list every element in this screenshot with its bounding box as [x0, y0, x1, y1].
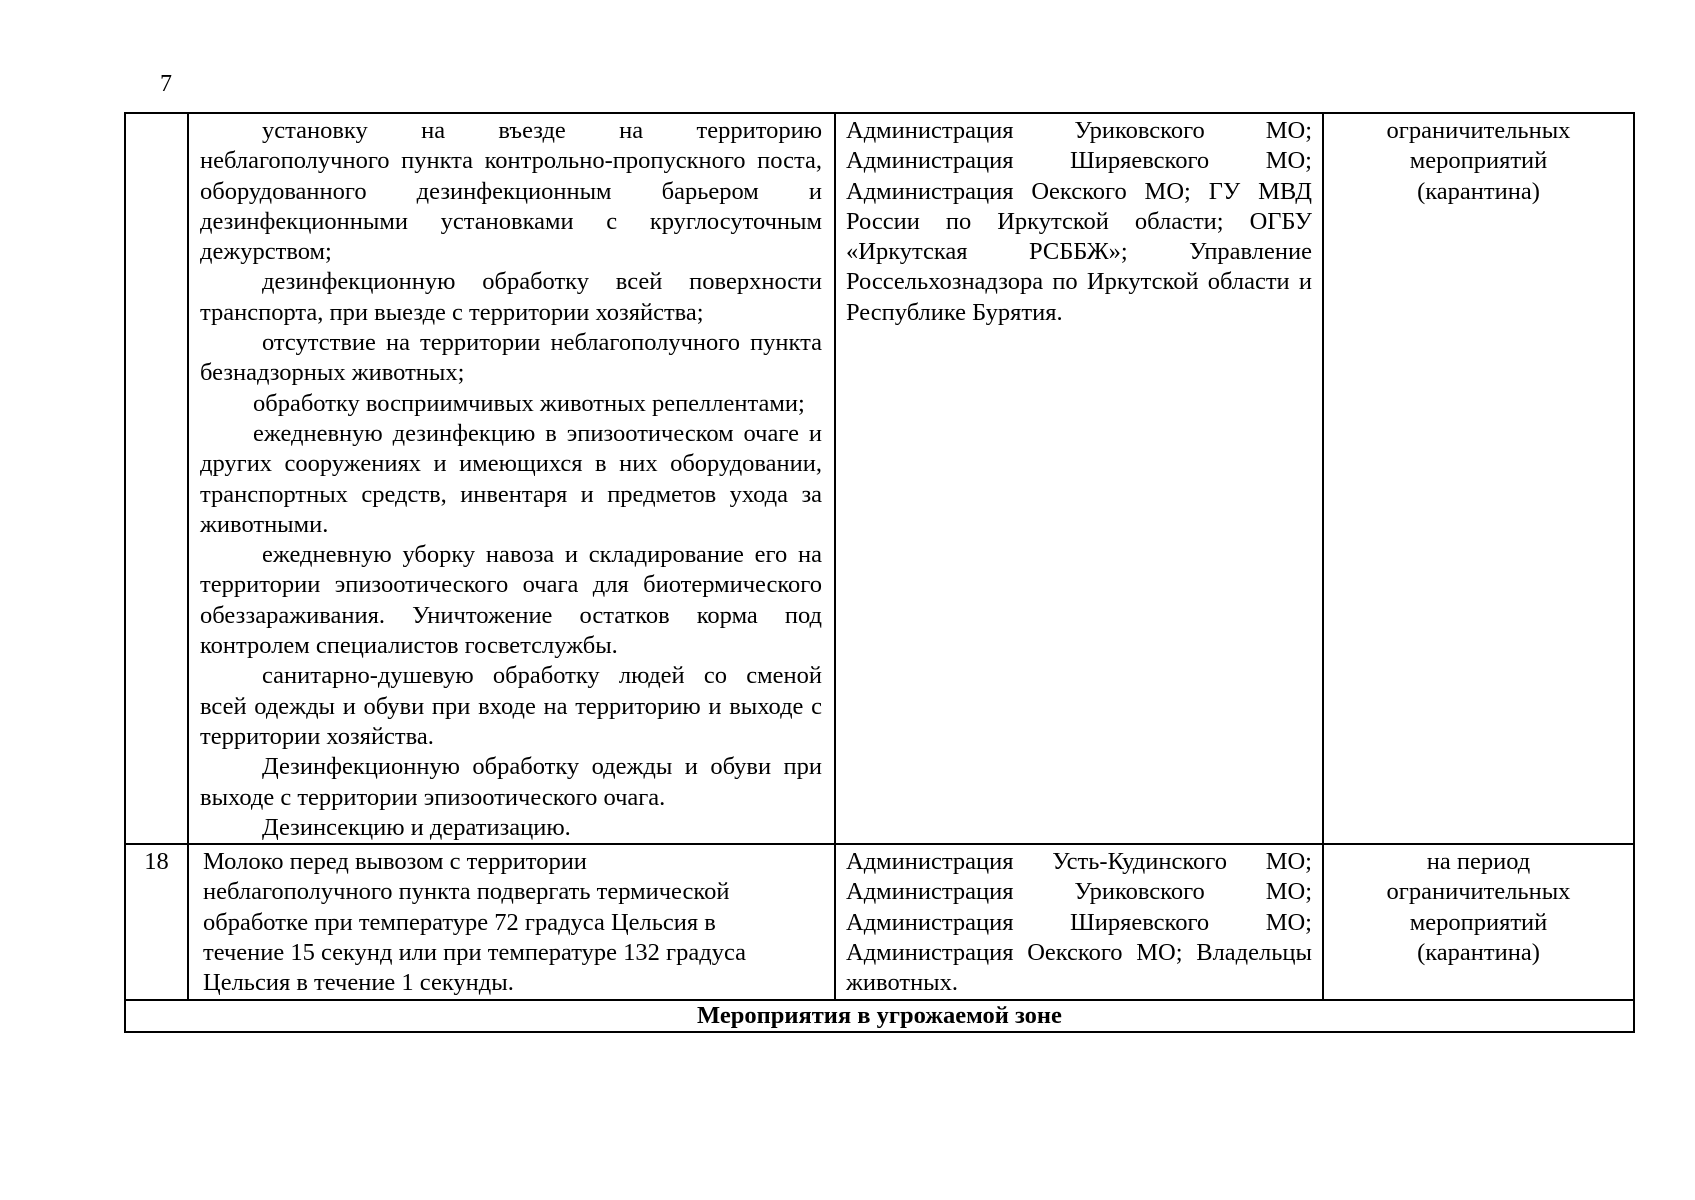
section-heading: Мероприятия в угрожаемой зоне — [125, 1000, 1634, 1032]
measure-line: обработке при температуре 72 градуса Цельсия в — [203, 908, 716, 936]
row-number-cell — [125, 113, 188, 844]
measure-line: течение 15 секунд или при температуре 132 градуса — [203, 939, 746, 967]
measure-item: обработку восприимчивых животных репеллентами; — [253, 389, 805, 417]
row-number-cell: 18 — [125, 844, 188, 999]
section-heading-row — [125, 1000, 1634, 1032]
measures-table — [124, 112, 1635, 1033]
responsible-cell — [835, 113, 1323, 844]
measure-item: отсутствие на территории неблагополучного пункта безнадзорных животных; — [200, 329, 822, 387]
term-line: на период — [1426, 848, 1531, 876]
measure-item: Дезинфекционную обработку одежды и обуви при выходе с территории эпизоотического очага. — [200, 753, 822, 811]
term-cell — [1323, 844, 1634, 999]
measures-cell — [188, 844, 835, 999]
measure-item: ежедневную уборку навоза и складирование его на территории эпизоотического очага для биотермического обеззараживания. Уничтожение остатков корма под контролем специалистов госветслужбы. — [200, 541, 822, 660]
measure-line: Цельсия в течение 1 секунды. — [203, 969, 514, 997]
table-row-continued — [125, 113, 1634, 844]
page-number: 7 — [160, 71, 172, 97]
responsible-text: Администрация Усть-Кудинского МО; Администрация Уриковского МО; Администрация Ширяевского МО; Администрация Оекского МО; Владельцы животных. — [846, 848, 1312, 997]
measure-line: неблагополучного пункта подвергать термической — [203, 878, 730, 906]
measure-item: установку на въезде на территорию неблагополучного пункта контрольно-пропускного поста, оборудованного дезинфекционным барьером и дезинфекционными установками с круглосуточным дежурством; — [200, 117, 822, 266]
table-row-18 — [125, 844, 1634, 999]
measures-cell — [188, 113, 835, 844]
term-line: (карантина) — [1417, 939, 1540, 967]
responsible-text: Администрация Уриковского МО; Администрация Ширяевского МО; Администрация Оекского МО; ГУ МВД России по Иркутской области; ОГБУ «Иркутская РСББЖ»; Управление Россельхознадзора по Иркутской области и Республике Бурятия. — [846, 117, 1312, 326]
measure-item: ежедневную дезинфекцию в эпизоотическом очаге и других сооружениях и имеющихся в них оборудовании, транспортных средств, инвентаря и предметов ухода за животными. — [200, 419, 822, 538]
term-line: (карантина) — [1417, 177, 1540, 205]
measure-item: Дезинсекцию и дератизацию. — [262, 813, 571, 841]
measure-item: санитарно-душевую обработку людей со сменой всей одежды и обуви при входе на территорию и выходе с территории хозяйства. — [200, 662, 822, 750]
measure-line: Молоко перед вывозом с территории — [203, 848, 587, 876]
responsible-cell — [835, 844, 1323, 999]
term-line: мероприятий — [1409, 908, 1548, 936]
term-line: ограничительных — [1386, 878, 1571, 906]
term-line: мероприятий — [1409, 147, 1548, 175]
term-cell — [1323, 113, 1634, 844]
measure-item: дезинфекционную обработку всей поверхности транспорта, при выезде с территории хозяйства; — [200, 268, 822, 326]
term-line: ограничительных — [1386, 117, 1571, 144]
